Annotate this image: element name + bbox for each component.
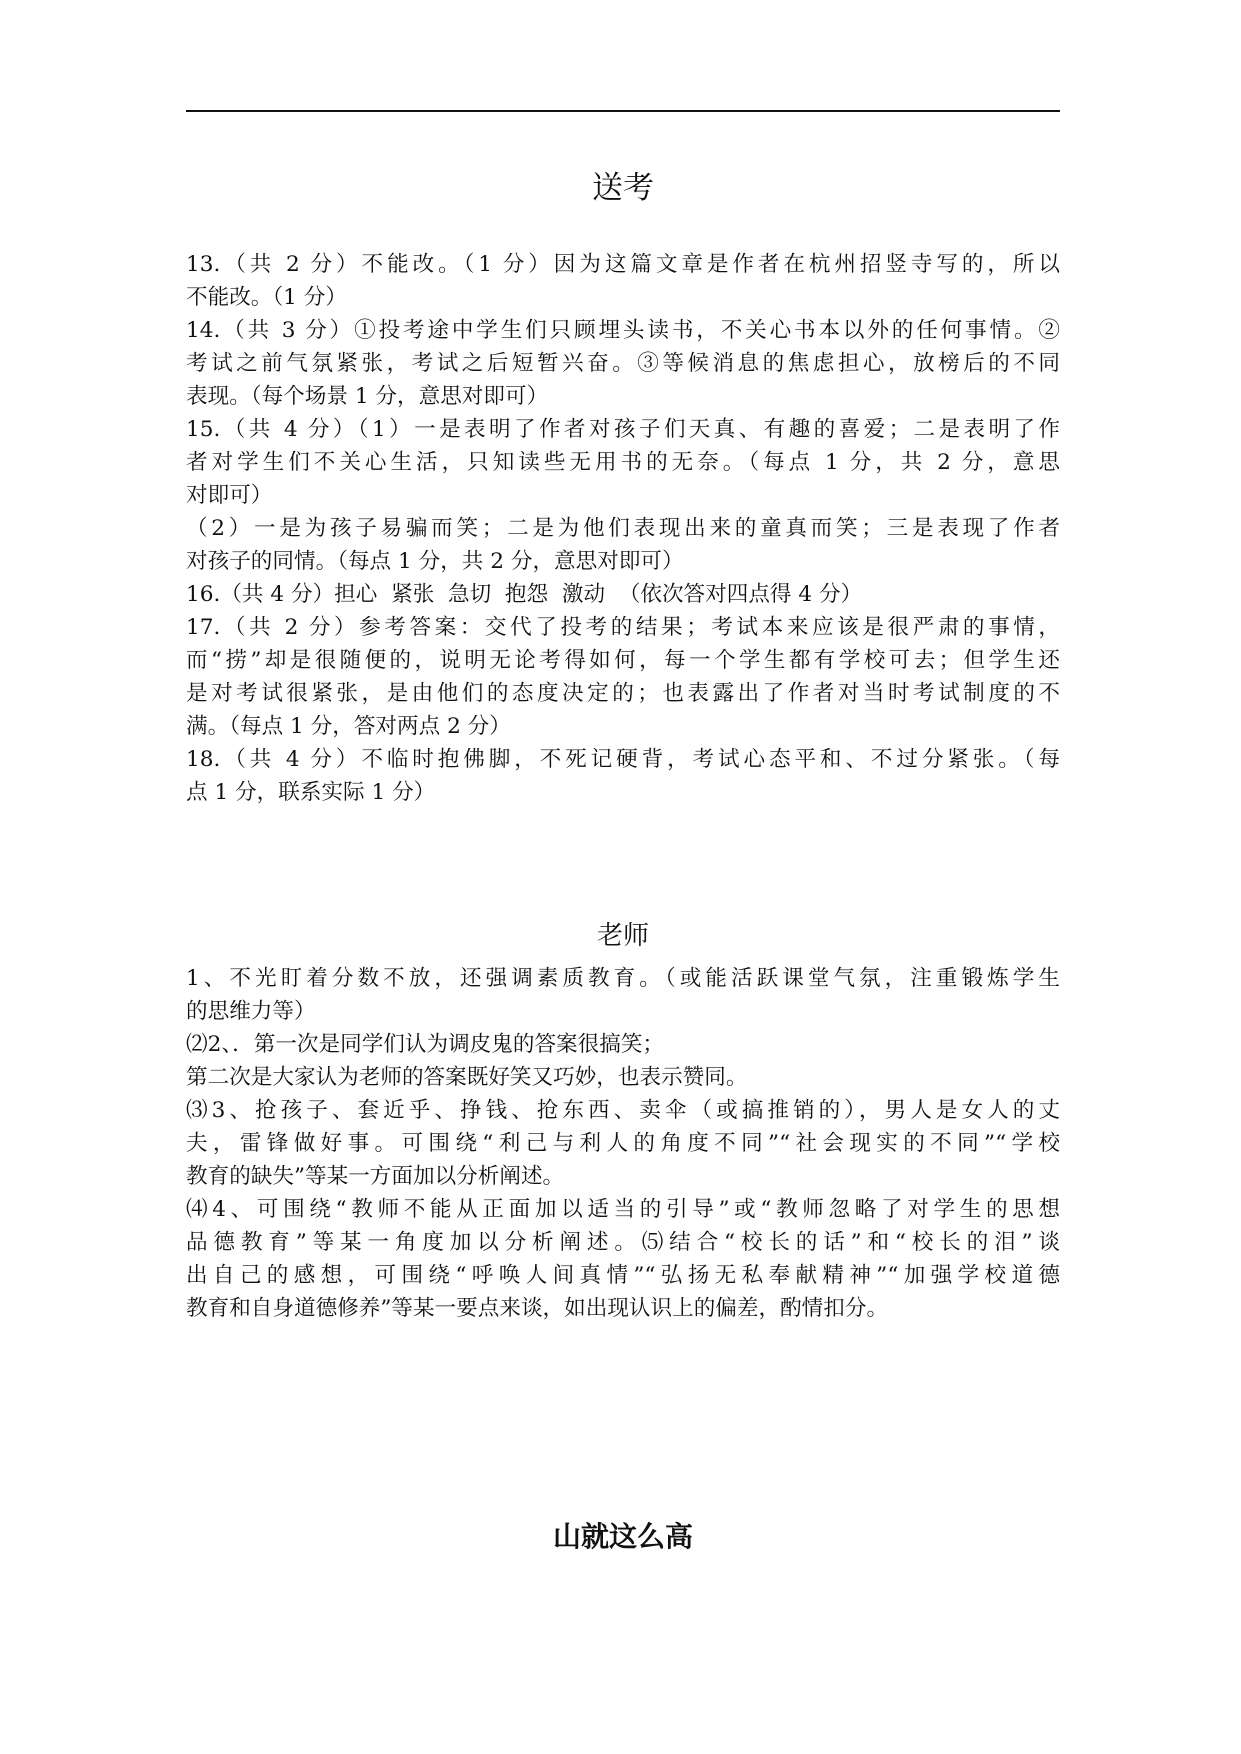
answer-line: 考试之前气氛紧张，考试之后短暂兴奋。③等候消息的焦虑担心，放榜后的不同 [186, 351, 1060, 376]
answer-line: 的思维力等） [186, 999, 316, 1024]
section-title-laoshi: 老师 [596, 921, 649, 951]
answer-line: 18.（共 4 分）不临时抱佛脚，不死记硬背，考试心态平和、不过分紧张。（每 [186, 747, 1060, 772]
answer-line: 品德教育”等某一角度加以分析阐述。⑸结合“校长的话”和“校长的泪”谈 [186, 1230, 1060, 1255]
answer-line: 13.（共 2 分）不能改。（1 分）因为这篇文章是作者在杭州招竖寺写的，所以 [186, 252, 1060, 277]
answer-line: 满。（每点 1 分，答对两点 2 分） [186, 714, 511, 739]
answer-line: 出自己的感想，可围绕“呼唤人间真情”“弘扬无私奉献精神”“加强学校道德 [186, 1263, 1060, 1288]
answer-line: ⑵2、．第一次是同学们认为调皮鬼的答案很搞笑； [186, 1032, 665, 1057]
answer-line: 夫，雷锋做好事。可围绕“利己与利人的角度不同”“社会现实的不同”“学校 [186, 1131, 1060, 1156]
answer-line: 教育的缺失”等某一方面加以分析阐述。 [186, 1164, 565, 1189]
answer-line: 16.（共 4 分）担心 紧张 急切 抱怨 激动 （依次答对四点得 4 分） [186, 582, 863, 607]
answer-line: 14.（共 3 分）①投考途中学生们只顾埋头读书，不关心书本以外的任何事情。② [186, 318, 1060, 343]
answer-line: 而“捞”却是很随便的，说明无论考得如何，每一个学生都有学校可去；但学生还 [186, 648, 1060, 673]
answer-line: 教育和自身道德修养”等某一要点来谈，如出现认识上的偏差，酌情扣分。 [186, 1296, 889, 1321]
answer-block-laoshi [186, 962, 1060, 1325]
answer-line: （2）一是为孩子易骗而笑；二是为他们表现出来的童真而笑；三是表现了作者 [186, 516, 1060, 541]
answer-line: 对即可） [186, 483, 273, 508]
answer-line: 表现。（每个场景 1 分，意思对即可） [186, 384, 549, 409]
answer-line: ⑷4、可围绕“教师不能从正面加以适当的引导”或“教师忽略了对学生的思想 [186, 1197, 1060, 1222]
answer-block-songkao [186, 248, 1060, 809]
answer-line: 是对考试很紧张，是由他们的态度决定的；也表露出了作者对当时考试制度的不 [186, 681, 1060, 706]
answer-line: 不能改。（1 分） [186, 285, 347, 310]
section-title-songkao: 送考 [592, 170, 654, 206]
header-rule [186, 110, 1060, 112]
answer-line: 者对学生们不关心生活，只知读些无用书的无奈。（每点 1 分，共 2 分，意思 [186, 450, 1060, 475]
answer-line: 第二次是大家认为老师的答案既好笑又巧妙，也表示赞同。 [186, 1065, 748, 1090]
answer-line: 对孩子的同情。（每点 1 分，共 2 分，意思对即可） [186, 549, 684, 574]
answer-line: 点 1 分，联系实际 1 分） [186, 780, 436, 805]
answer-line: 1、不光盯着分数不放，还强调素质教育。（或能活跃课堂气氛，注重锻炼学生 [186, 966, 1060, 991]
answer-line: 17.（共 2 分）参考答案：交代了投考的结果；考试本来应该是很严肃的事情， [186, 615, 1060, 640]
section-title-shan-jiu-zhe-me-gao: 山就这么高 [552, 1520, 693, 1553]
answer-line: 15.（共 4 分）（1）一是表明了作者对孩子们天真、有趣的喜爱；二是表明了作 [186, 417, 1060, 442]
answer-line: ⑶3、抢孩子、套近乎、挣钱、抢东西、卖伞（或搞推销的），男人是女人的丈 [186, 1098, 1060, 1123]
